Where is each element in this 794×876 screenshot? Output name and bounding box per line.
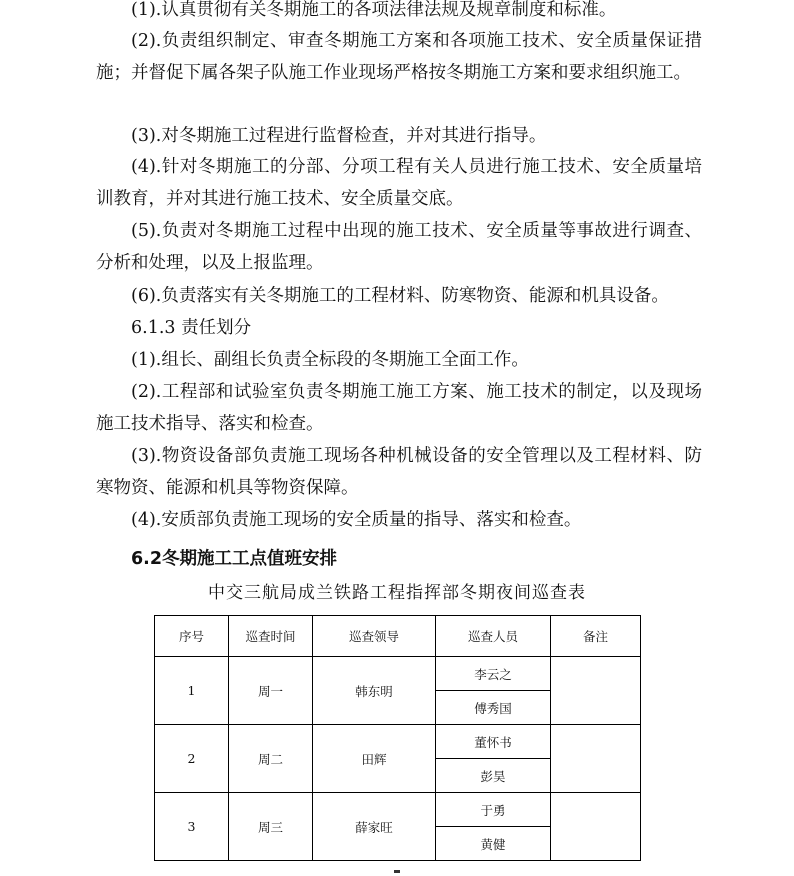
section-heading: 6.2冬期施工工点值班安排 (131, 549, 338, 569)
page-edge-mark (394, 870, 400, 873)
row-staff: 于勇 (436, 793, 551, 827)
paragraph-8: (2).工程部和试验室负责冬期施工施工方案、施工技术的制定，以及现场施工技术指导、落实和检查。 (96, 382, 702, 434)
row-staff: 黄健 (436, 827, 551, 861)
row-note (551, 793, 641, 861)
header-leader: 巡查领导 (313, 616, 436, 657)
patrol-table (154, 615, 641, 861)
row-day: 周一 (229, 657, 313, 725)
row-day: 周二 (229, 725, 313, 793)
row-note (551, 657, 641, 725)
row-staff: 董怀书 (436, 725, 551, 759)
paragraph-3: (3).对冬期施工过程进行监督检查，并对其进行指导。 (131, 126, 547, 146)
row-staff: 李云之 (436, 657, 551, 691)
row-leader: 田辉 (313, 725, 436, 793)
paragraph-2: (2).负责组织制定、审查冬期施工方案和各项施工技术、安全质量保证措施；并督促下属各架子队施工作业现场严格按冬期施工方案和要求组织施工。 (96, 31, 702, 83)
paragraph-5: (5).负责对冬期施工过程中出现的施工技术、安全质量等事故进行调查、分析和处理，以及上报监理。 (96, 221, 702, 273)
header-staff: 巡查人员 (436, 616, 551, 657)
header-time: 巡查时间 (229, 616, 313, 657)
row-staff: 傅秀国 (436, 691, 551, 725)
row-no: 1 (155, 657, 229, 725)
subsection-heading: 6.1.3 责任划分 (131, 318, 252, 338)
header-no: 序号 (155, 616, 229, 657)
table-row (155, 793, 641, 827)
paragraph-4: (4).针对冬期施工的分部、分项工程有关人员进行施工技术、安全质量培训教育，并对其进行施工技术、安全质量交底。 (96, 157, 702, 209)
row-no: 2 (155, 725, 229, 793)
table-row (155, 725, 641, 759)
row-note (551, 725, 641, 793)
paragraph-1: (1).认真贯彻有关冬期施工的各项法律法规及规章制度和标准。 (131, 0, 617, 20)
table-caption: 中交三航局成兰铁路工程指挥部冬期夜间巡查表 (208, 583, 586, 603)
paragraph-7: (1).组长、副组长负责全标段的冬期施工全面工作。 (131, 350, 529, 370)
row-staff: 彭昊 (436, 759, 551, 793)
paragraph-10: (4).安质部负责施工现场的安全质量的指导、落实和检查。 (131, 510, 582, 530)
table-header-row (155, 616, 641, 657)
paragraph-9: (3).物资设备部负责施工现场各种机械设备的安全管理以及工程材料、防寒物资、能源和机具等物资保障。 (96, 446, 702, 498)
row-leader: 薛家旺 (313, 793, 436, 861)
row-day: 周三 (229, 793, 313, 861)
row-leader: 韩东明 (313, 657, 436, 725)
header-note: 备注 (551, 616, 641, 657)
table-row (155, 657, 641, 691)
row-no: 3 (155, 793, 229, 861)
paragraph-6: (6).负责落实有关冬期施工的工程材料、防寒物资、能源和机具设备。 (131, 286, 669, 306)
